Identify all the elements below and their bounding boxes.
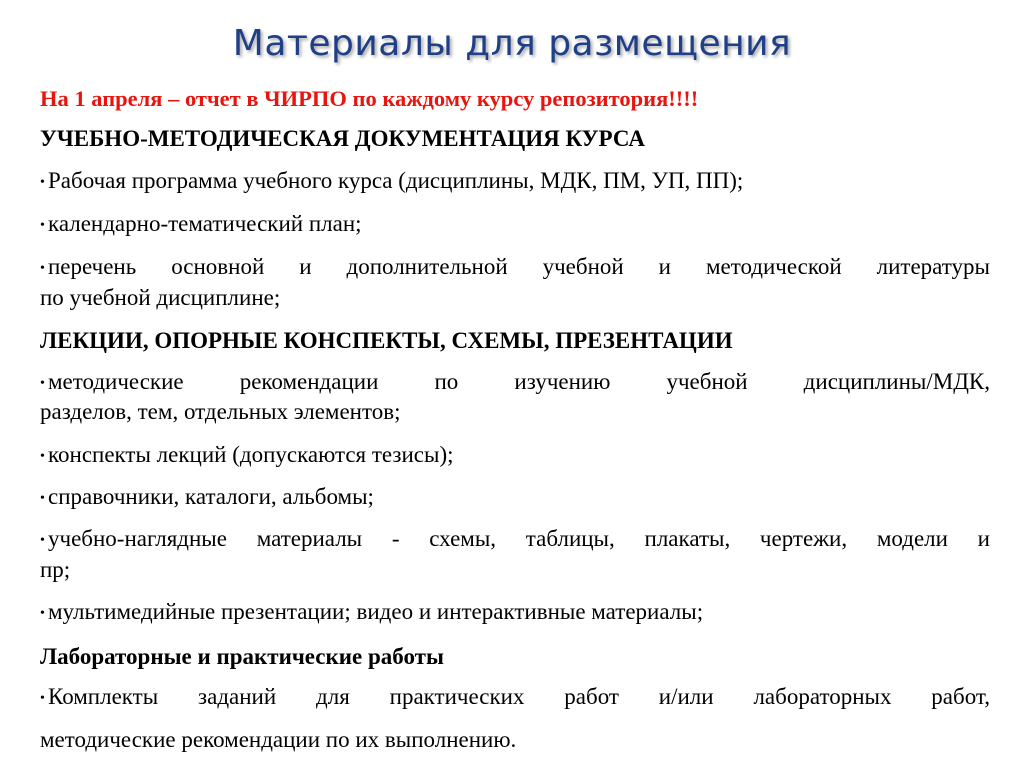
list-item-continuation: пр; [40, 557, 71, 582]
list-item-continuation: методические рекомендации по их выполнению. [40, 727, 517, 752]
list-item [40, 167, 990, 197]
bullet: • [40, 175, 45, 190]
list-item-text: конспекты лекций (допускаются тезисы); [48, 442, 454, 467]
list-item-text: методические рекомендации по изучению учебной дисциплины/МДК, [48, 369, 990, 394]
deadline-notice: На 1 апреля – отчет в ЧИРПО по каждому курсу репозитория!!!! [40, 86, 699, 111]
list-item [40, 253, 990, 283]
list-item-continuation: разделов, тем, отдельных элементов; [40, 399, 401, 424]
bullet: • [40, 218, 45, 233]
list-item [40, 683, 990, 713]
list-item-text: Комплекты заданий для практических работ и/или лабораторных работ, [48, 684, 990, 709]
section-heading-labs: Лабораторные и практические работы [40, 644, 444, 669]
list-item-text: учебно-наглядные материалы - схемы, таблицы, плакаты, чертежи, модели и [48, 526, 990, 551]
bullet: • [40, 261, 45, 276]
list-item [40, 368, 990, 398]
list-item-text: календарно-тематический план; [48, 211, 362, 236]
list-item-text: справочники, каталоги, альбомы; [48, 484, 374, 509]
bullet: • [40, 606, 45, 621]
bullet: • [40, 376, 45, 391]
bullet: • [40, 491, 45, 506]
list-item-text: мультимедийные презентации; видео и интерактивные материалы; [48, 599, 704, 624]
bullet: • [40, 449, 45, 464]
list-item-text: Рабочая программа учебного курса (дисциплины, МДК, ПМ, УП, ПП); [48, 168, 744, 193]
list-item [40, 441, 990, 471]
list-item-continuation: по учебной дисциплине; [40, 285, 281, 310]
list-item [40, 483, 990, 513]
list-item [40, 525, 990, 555]
section-heading-documentation: УЧЕБНО-МЕТОДИЧЕСКАЯ ДОКУМЕНТАЦИЯ КУРСА [40, 126, 645, 151]
bullet: • [40, 691, 45, 706]
bullet: • [40, 533, 45, 548]
section-heading-lectures: ЛЕКЦИИ, ОПОРНЫЕ КОНСПЕКТЫ, СХЕМЫ, ПРЕЗЕНТАЦИИ [40, 328, 733, 353]
slide-title: Материалы для размещения [232, 23, 792, 64]
list-item [40, 598, 990, 628]
list-item [40, 210, 990, 240]
list-item-text: перечень основной и дополнительной учебной и методической литературы [48, 254, 990, 279]
